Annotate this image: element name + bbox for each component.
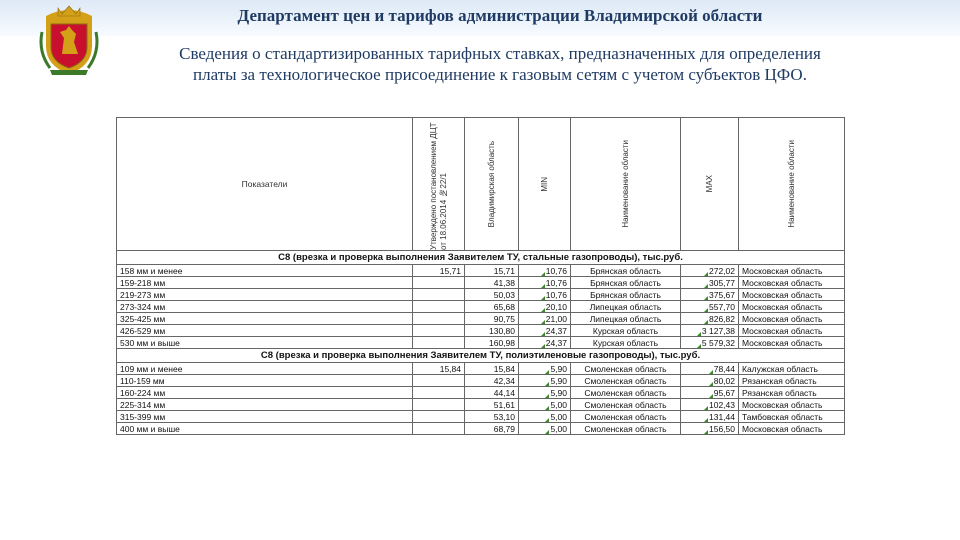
table-cell [571, 289, 681, 301]
table-cell [413, 313, 465, 325]
column-header: Показатели [117, 118, 413, 251]
section-title: C8 (врезка и проверка выполнения Заявителем ТУ, полиэтиленовые газопроводы), тыс.руб. [117, 349, 845, 363]
cell-note-marker-icon [545, 430, 549, 434]
cell-value: 10,76 [545, 289, 567, 300]
cell-value: 65,68 [493, 301, 515, 312]
table-cell [413, 423, 465, 435]
table-cell [681, 313, 739, 325]
cell-value: 102,43 [709, 399, 735, 410]
cell-value: 315-399 мм [120, 411, 166, 422]
table-cell [519, 313, 571, 325]
cell-value: 160,98 [489, 337, 515, 348]
table-cell [117, 423, 413, 435]
table-cell [413, 325, 465, 337]
table-cell [681, 289, 739, 301]
cell-note-marker-icon [545, 394, 549, 398]
cell-value: Липецкая область [589, 313, 662, 324]
table-cell [519, 399, 571, 411]
cell-value: 53,10 [493, 411, 515, 422]
cell-note-marker-icon [704, 296, 708, 300]
cell-note-marker-icon [541, 284, 545, 288]
table-cell [413, 277, 465, 289]
cell-value: Московская область [742, 301, 823, 312]
cell-value: Московская область [742, 337, 823, 348]
cell-value: 530 мм и выше [120, 337, 180, 348]
cell-value: Тамбовская область [742, 411, 823, 422]
table-header-row [117, 118, 845, 251]
table-cell [465, 399, 519, 411]
cell-value: 305,77 [709, 277, 735, 288]
table-cell [117, 265, 413, 277]
cell-value: Смоленская область [584, 411, 667, 422]
cell-note-marker-icon [704, 284, 708, 288]
cell-value: 51,61 [493, 399, 515, 410]
tariff-table [116, 117, 845, 435]
cell-value: 15,84 [493, 363, 515, 374]
table-row [117, 411, 845, 423]
cell-note-marker-icon [541, 344, 545, 348]
table-cell [571, 399, 681, 411]
table-cell [413, 387, 465, 399]
table-row [117, 337, 845, 349]
cell-value: 15,71 [493, 265, 515, 276]
cell-value: 5,00 [550, 399, 567, 410]
cell-note-marker-icon [709, 394, 713, 398]
table-cell [739, 363, 845, 375]
table-cell [571, 325, 681, 337]
cell-value: 325-425 мм [120, 313, 166, 324]
page-subtitle [110, 43, 890, 85]
table-cell [571, 313, 681, 325]
table-cell [117, 411, 413, 423]
table-cell [465, 301, 519, 313]
table-cell [413, 375, 465, 387]
column-header: MAX [704, 175, 714, 193]
column-header: Владимирская область [486, 140, 496, 228]
cell-note-marker-icon [704, 418, 708, 422]
table-cell [681, 277, 739, 289]
table-cell [739, 387, 845, 399]
cell-note-marker-icon [697, 344, 701, 348]
table-cell [681, 363, 739, 375]
table-cell [519, 387, 571, 399]
department-title: Департамент цен и тарифов администрации Владимирской области [237, 6, 763, 25]
table-row [117, 277, 845, 289]
table-row [117, 325, 845, 337]
cell-value: Смоленская область [584, 423, 667, 434]
table-cell [117, 325, 413, 337]
cell-value: 5 579,32 [701, 337, 735, 348]
cell-value: Московская область [742, 277, 823, 288]
column-header-min [519, 118, 571, 251]
cell-value: Калужская область [742, 363, 818, 374]
table-cell [117, 399, 413, 411]
table-cell [117, 363, 413, 375]
table-cell [681, 265, 739, 277]
table-cell [739, 313, 845, 325]
cell-value: 80,02 [713, 375, 735, 386]
cell-value: 110-159 мм [120, 375, 165, 386]
cell-value: 20,10 [545, 301, 567, 312]
table-cell [571, 277, 681, 289]
table-cell [465, 387, 519, 399]
cell-note-marker-icon [541, 272, 545, 276]
table-row [117, 363, 845, 375]
table-cell [571, 375, 681, 387]
table-cell [739, 399, 845, 411]
cell-value: 557,70 [709, 301, 735, 312]
table-cell [571, 387, 681, 399]
cell-note-marker-icon [704, 308, 708, 312]
cell-value: Смоленская область [584, 399, 667, 410]
table-cell [413, 363, 465, 375]
section-title-row [117, 251, 845, 265]
table-cell [117, 277, 413, 289]
cell-value: Смоленская область [584, 375, 667, 386]
table-row [117, 289, 845, 301]
table-cell [519, 423, 571, 435]
table-cell [413, 399, 465, 411]
cell-note-marker-icon [541, 308, 545, 312]
section-title: C8 (врезка и проверка выполнения Заявителем ТУ, стальные газопроводы), тыс.руб. [117, 251, 845, 265]
table-cell [465, 423, 519, 435]
cell-value: 160-224 мм [120, 387, 166, 398]
cell-value: Рязанская область [742, 387, 817, 398]
table-cell [571, 423, 681, 435]
subtitle-line-1: Сведения о стандартизированных тарифных ставках, предназначенных для определения [179, 44, 821, 63]
table-cell [739, 337, 845, 349]
table-cell [681, 399, 739, 411]
table-row [117, 399, 845, 411]
cell-value: 375,67 [709, 289, 735, 300]
column-header: MIN [539, 176, 549, 192]
cell-value: 68,79 [493, 423, 515, 434]
table-cell [465, 411, 519, 423]
table-cell [413, 265, 465, 277]
cell-note-marker-icon [704, 430, 708, 434]
column-header: Утверждено постановлением ДЦТ от 18.06.2014 №22/1 [428, 122, 448, 250]
table-cell [117, 375, 413, 387]
table-cell [413, 289, 465, 301]
table-cell [681, 387, 739, 399]
column-header-approved [413, 118, 465, 251]
table-cell [739, 265, 845, 277]
cell-value: 272,02 [709, 265, 735, 276]
table-cell [519, 289, 571, 301]
table-cell [681, 325, 739, 337]
cell-note-marker-icon [704, 320, 708, 324]
table-cell [571, 301, 681, 313]
cell-value: 131,44 [709, 411, 735, 422]
cell-value: Курская область [592, 325, 659, 336]
table-cell [413, 301, 465, 313]
table-row [117, 423, 845, 435]
cell-value: 42,34 [493, 375, 515, 386]
cell-value: 90,75 [493, 313, 515, 324]
column-header-max [681, 118, 739, 251]
cell-value: 400 мм и выше [120, 423, 180, 434]
cell-value: 5,90 [550, 387, 567, 398]
table-cell [465, 375, 519, 387]
cell-value: 158 мм и менее [120, 265, 183, 276]
table-row [117, 313, 845, 325]
column-header-region-max [739, 118, 845, 251]
table-cell [739, 423, 845, 435]
cell-value: Смоленская область [584, 363, 667, 374]
table-cell [739, 411, 845, 423]
cell-value: 5,00 [550, 423, 567, 434]
cell-value: 15,84 [439, 363, 461, 374]
cell-value: Московская область [742, 289, 823, 300]
cell-note-marker-icon [541, 296, 545, 300]
cell-note-marker-icon [545, 406, 549, 410]
cell-value: 10,76 [545, 265, 567, 276]
cell-note-marker-icon [704, 406, 708, 410]
section-title-row [117, 349, 845, 363]
table-row [117, 301, 845, 313]
table-cell [465, 325, 519, 337]
table-cell [519, 363, 571, 375]
table-cell [465, 337, 519, 349]
table-row [117, 265, 845, 277]
cell-note-marker-icon [541, 332, 545, 336]
cell-value: 24,37 [545, 337, 567, 348]
cell-value: 3 127,38 [701, 325, 735, 336]
cell-value: 95,67 [713, 387, 735, 398]
coat-of-arms-icon [36, 2, 102, 78]
cell-value: 50,03 [493, 289, 515, 300]
cell-value: 109 мм и менее [120, 363, 183, 374]
table-cell [117, 387, 413, 399]
cell-value: 130,80 [489, 325, 515, 336]
table-cell [519, 337, 571, 349]
table-cell [413, 411, 465, 423]
table-cell [117, 301, 413, 313]
column-header: Наименование области [786, 140, 796, 228]
table-cell [519, 265, 571, 277]
cell-value: 159-218 мм [120, 277, 166, 288]
cell-note-marker-icon [704, 272, 708, 276]
table-cell [465, 313, 519, 325]
table-cell [571, 363, 681, 375]
table-cell [117, 313, 413, 325]
cell-value: Московская область [742, 325, 823, 336]
cell-value: 15,71 [439, 265, 461, 276]
cell-note-marker-icon [709, 382, 713, 386]
cell-value: Московская область [742, 313, 823, 324]
cell-value: 41,38 [493, 277, 515, 288]
table-cell [519, 375, 571, 387]
table-row [117, 375, 845, 387]
tariff-spreadsheet [116, 117, 844, 463]
cell-value: 426-529 мм [120, 325, 166, 336]
cell-note-marker-icon [709, 370, 713, 374]
table-cell [739, 375, 845, 387]
table-cell [739, 301, 845, 313]
column-header: Наименование области [620, 140, 630, 228]
cell-note-marker-icon [545, 418, 549, 422]
cell-value: 78,44 [713, 363, 735, 374]
cell-note-marker-icon [545, 370, 549, 374]
cell-note-marker-icon [697, 332, 701, 336]
table-cell [465, 277, 519, 289]
cell-value: 225-314 мм [120, 399, 166, 410]
cell-value: 5,00 [550, 411, 567, 422]
table-cell [465, 289, 519, 301]
cell-value: Брянская область [590, 265, 661, 276]
table-cell [465, 265, 519, 277]
table-cell [681, 411, 739, 423]
cell-value: 156,50 [709, 423, 735, 434]
table-cell [519, 301, 571, 313]
cell-value: 21,00 [545, 313, 567, 324]
cell-value: Московская область [742, 423, 823, 434]
column-header-vladimir [465, 118, 519, 251]
cell-note-marker-icon [541, 320, 545, 324]
table-cell [571, 411, 681, 423]
table-cell [571, 265, 681, 277]
cell-value: Рязанская область [742, 375, 817, 386]
table-cell [681, 423, 739, 435]
table-cell [519, 411, 571, 423]
table-cell [739, 289, 845, 301]
cell-value: Смоленская область [584, 387, 667, 398]
cell-value: 826,82 [709, 313, 735, 324]
cell-value: Брянская область [590, 289, 661, 300]
table-cell [519, 325, 571, 337]
cell-value: 5,90 [550, 375, 567, 386]
subtitle-line-2: платы за технологическое присоединение к газовым сетям с учетом субъектов ЦФО. [193, 65, 807, 84]
cell-note-marker-icon [545, 382, 549, 386]
cell-value: Брянская область [590, 277, 661, 288]
table-cell [465, 363, 519, 375]
table-cell [413, 337, 465, 349]
cell-value: 5,90 [550, 363, 567, 374]
table-cell [571, 337, 681, 349]
table-cell [117, 337, 413, 349]
table-cell [681, 301, 739, 313]
cell-value: 24,37 [545, 325, 567, 336]
table-cell [681, 375, 739, 387]
table-row [117, 387, 845, 399]
cell-value: 44,14 [493, 387, 515, 398]
cell-value: Московская область [742, 399, 823, 410]
table-cell [681, 337, 739, 349]
cell-value: 10,76 [545, 277, 567, 288]
cell-value: 219-273 мм [120, 289, 166, 300]
cell-value: Московская область [742, 265, 823, 276]
cell-value: Липецкая область [589, 301, 662, 312]
table-cell [117, 289, 413, 301]
table-cell [519, 277, 571, 289]
table-cell [739, 277, 845, 289]
cell-value: 273-324 мм [120, 301, 166, 312]
table-cell [739, 325, 845, 337]
column-header-region-min [571, 118, 681, 251]
cell-value: Курская область [592, 337, 659, 348]
